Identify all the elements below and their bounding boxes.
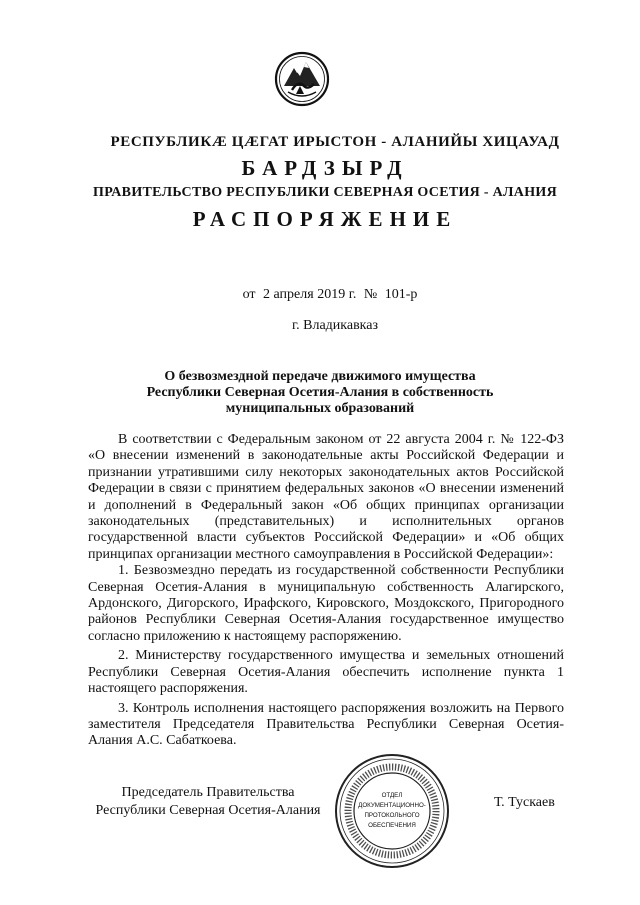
official-stamp-icon (333, 752, 451, 870)
title-line: О безвозмездной передаче движимого имущества (164, 369, 476, 384)
position-line: Республики Северная Осетия-Алания (95, 803, 321, 818)
document-number: 101-р (384, 287, 418, 302)
date-number-line (0, 287, 640, 303)
republic-emblem-icon (274, 50, 330, 108)
russian-government-name: ПРАВИТЕЛЬСТВО РЕСПУБЛИКИ СЕВЕРНАЯ ОСЕТИЯ - АЛАНИЯ (93, 185, 557, 200)
stamp-text: ОБЕСПЕЧЕНИЯ (368, 822, 416, 829)
date-prefix: от (242, 287, 256, 302)
stamp-text: ДОКУМЕНТАЦИОННО- (358, 802, 426, 809)
stamp-text: ОТДЕЛ (381, 792, 403, 799)
item-2-paragraph: 2. Министерству государственного имущества и земельных отношений Республики Северная Осетия-Алания обеспечить исполнение пункта 1 настоящего распоряжения. (88, 648, 564, 697)
russian-document-type: РАСПОРЯЖЕНИЕ (192, 207, 458, 231)
number-sign: № (363, 287, 378, 302)
document-body (88, 432, 564, 750)
document-date: 2 апреля 2019 г. (263, 287, 357, 302)
ossetian-government-name: РЕСПУБЛИКӔ ЦӔГАТ ИРЫСТОН - АЛАНИЙЫ ХИЦАУАД (110, 134, 560, 150)
signatory-position (88, 784, 328, 820)
title-line: муниципальных образований (225, 401, 415, 416)
document-title (120, 369, 520, 417)
city-line: г. Владикавказ (291, 318, 379, 333)
position-line: Председатель Правительства (121, 785, 295, 800)
item-3-paragraph: 3. Контроль исполнения настоящего распоряжения возложить на Первого заместителя Председателя Правительства Республики Северная Осетия-Алания А.С. Сабаткоева. (88, 700, 564, 749)
stamp-text: ПРОТОКОЛЬНОГО (364, 812, 420, 819)
title-line: Республики Северная Осетия-Алания в собственность (146, 385, 494, 400)
item-1-paragraph: 1. Безвозмездно передать из государственной собственности Республики Северная Осетия-Алания в муниципальную собственность Алагирского, Ардонского, Дигорского, Ирафского, Кировского, Моздокского, Пригородного районов Республики Северная Осетия-Алания государственное имущество согласно приложению к настоящему распоряжению. (88, 563, 564, 644)
intro-paragraph: В соответствии с Федеральным законом от 22 августа 2004 г. № 122-ФЗ «О внесении изменений в законодательные акты Российской Федерации и признании утратившими силу некоторых законодательных актов Российской Федерации в связи с принятием федеральных законов «О внесении изменений и дополнений в Федеральный закон «Об общих принципах организации законодательных (представительных) и исполнительных органов государственной власти субъектов Российской Федерации» и «Об общих принципах организации местного самоуправления в Российской Федерации»: (88, 432, 564, 562)
signatory-name: Т. Тускаев (494, 795, 555, 810)
ossetian-document-type: БАРДЗЫРД (241, 156, 409, 180)
